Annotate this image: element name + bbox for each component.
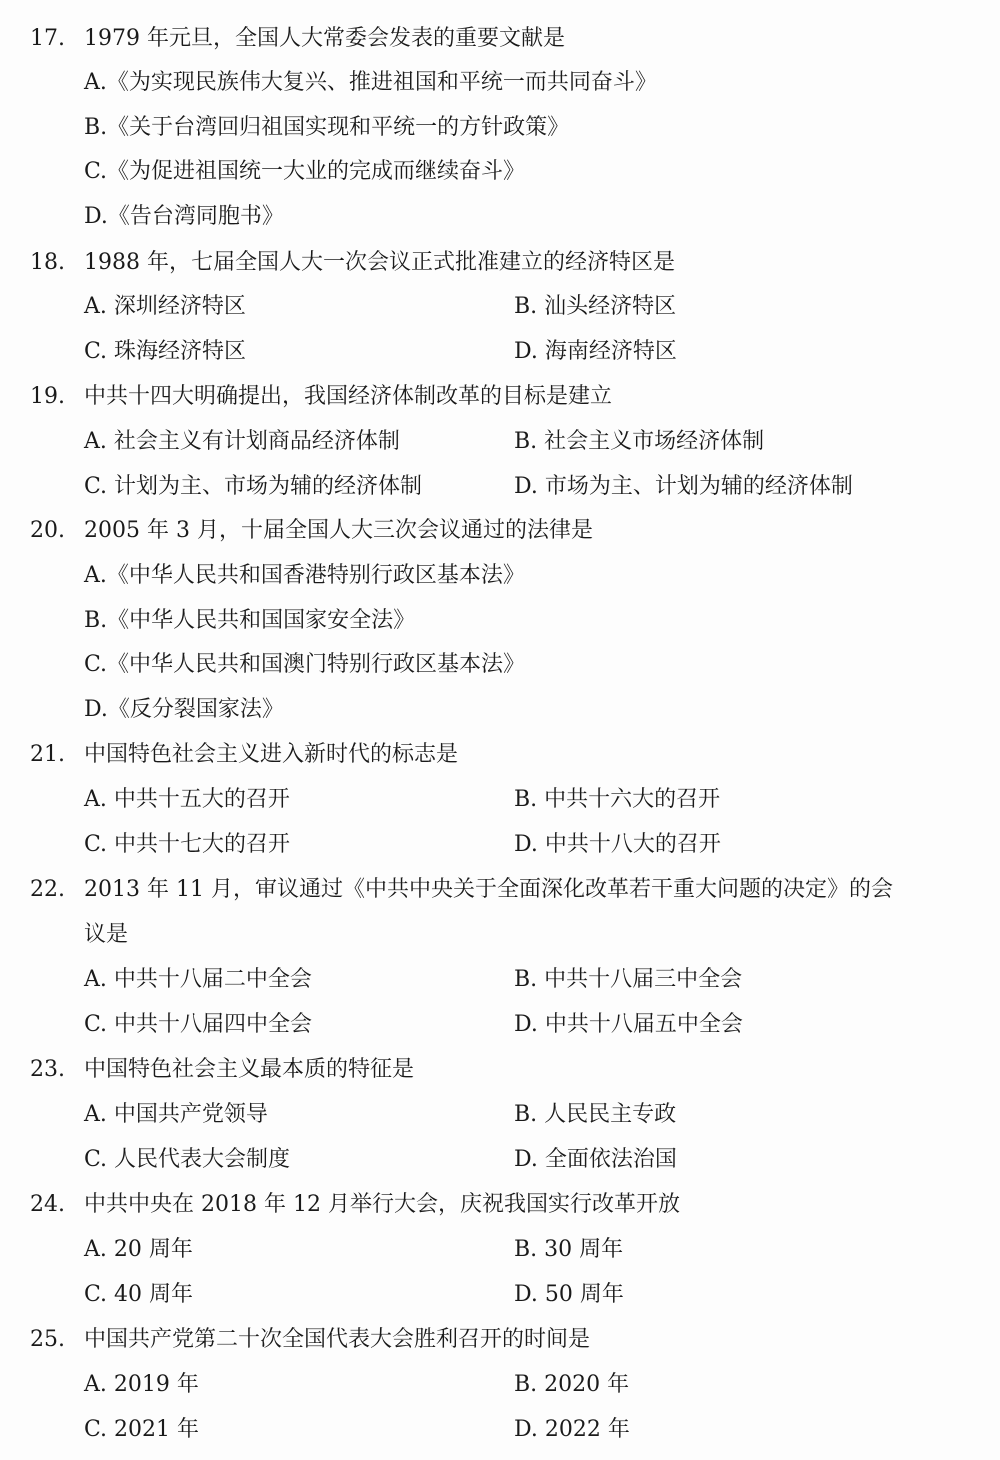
option-d[interactable] bbox=[514, 1415, 630, 1445]
option-text: 《为实现民族伟大复兴、推进祖国和平统一而共同奋斗》 bbox=[106, 70, 657, 95]
option-text: 中共十七大的召开 bbox=[114, 832, 291, 857]
option-label: A. bbox=[84, 563, 107, 588]
option-text: 珠海经济特区 bbox=[114, 339, 247, 364]
question-text: 1979 年元旦，全国人大常委会发表的重要文献是 bbox=[84, 26, 565, 51]
option-label: A. bbox=[84, 1102, 107, 1127]
option-text: 中共十八届二中全会 bbox=[113, 967, 312, 992]
option-text: 全面依法治国 bbox=[544, 1147, 677, 1172]
option-label: A. bbox=[84, 294, 107, 319]
option-label: A. bbox=[84, 1372, 107, 1397]
option-label: D. bbox=[514, 1282, 538, 1307]
question-number: 18. bbox=[30, 250, 65, 275]
option-text: 30 周年 bbox=[544, 1237, 624, 1262]
option-text: 2019 年 bbox=[113, 1372, 199, 1397]
option-text: 中国共产党领导 bbox=[113, 1102, 268, 1127]
option-label: C. bbox=[84, 159, 108, 184]
option-c[interactable] bbox=[84, 1415, 199, 1445]
question-number: 17. bbox=[30, 26, 65, 51]
option-label: C. bbox=[84, 1282, 108, 1307]
option-text: 市场为主、计划为辅的经济体制 bbox=[544, 474, 853, 499]
option-a[interactable] bbox=[84, 1100, 268, 1130]
option-b[interactable] bbox=[514, 1370, 629, 1400]
option-label: D. bbox=[514, 339, 538, 364]
option-text: 2020 年 bbox=[544, 1372, 630, 1397]
option-text: 2021 年 bbox=[114, 1417, 200, 1442]
option-d[interactable] bbox=[514, 472, 853, 502]
option-text: 《中华人民共和国国家安全法》 bbox=[107, 608, 416, 633]
option-b[interactable] bbox=[514, 785, 720, 815]
option-label: B. bbox=[514, 1102, 538, 1127]
option-c[interactable] bbox=[84, 1145, 290, 1175]
option-label: B. bbox=[514, 1372, 538, 1397]
option-text: 中共十八届五中全会 bbox=[544, 1012, 743, 1037]
option-d[interactable] bbox=[84, 695, 284, 725]
option-label: D. bbox=[514, 1012, 538, 1037]
option-a[interactable] bbox=[84, 292, 246, 322]
option-d[interactable] bbox=[514, 337, 677, 367]
option-text: 社会主义有计划商品经济体制 bbox=[113, 429, 400, 454]
question-text: 中国特色社会主义进入新时代的标志是 bbox=[84, 742, 459, 767]
option-label: B. bbox=[514, 429, 538, 454]
option-c[interactable] bbox=[84, 157, 525, 187]
option-d[interactable] bbox=[514, 1010, 743, 1040]
option-label: B. bbox=[84, 608, 108, 633]
question-number: 21. bbox=[30, 742, 65, 767]
option-d[interactable] bbox=[514, 830, 721, 860]
option-a[interactable] bbox=[84, 68, 657, 98]
option-label: B. bbox=[514, 787, 538, 812]
question-text: 中共中央在 2018 年 12 月举行大会，庆祝我国实行改革开放 bbox=[84, 1192, 680, 1217]
option-label: D. bbox=[514, 474, 538, 499]
option-label: A. bbox=[84, 70, 107, 95]
option-text: 汕头经济特区 bbox=[544, 294, 677, 319]
option-label: C. bbox=[84, 474, 108, 499]
option-text: 中共十八届三中全会 bbox=[544, 967, 743, 992]
question-text: 1988 年，七届全国人大一次会议正式批准建立的经济特区是 bbox=[84, 250, 675, 275]
option-b[interactable] bbox=[514, 965, 742, 995]
option-label: B. bbox=[514, 294, 538, 319]
option-text: 40 周年 bbox=[114, 1282, 194, 1307]
option-text: 中共十八届四中全会 bbox=[114, 1012, 313, 1037]
option-d[interactable] bbox=[514, 1280, 624, 1310]
option-label: B. bbox=[514, 967, 538, 992]
option-label: C. bbox=[84, 1417, 108, 1442]
option-text: 2022 年 bbox=[544, 1417, 630, 1442]
option-text: 50 周年 bbox=[544, 1282, 624, 1307]
question-text: 2005 年 3 月，十届全国人大三次会议通过的法律是 bbox=[84, 518, 593, 543]
option-c[interactable] bbox=[84, 1280, 193, 1310]
option-text: 人民民主专政 bbox=[544, 1102, 677, 1127]
option-label: A. bbox=[84, 1237, 107, 1262]
option-text: 中共十五大的召开 bbox=[113, 787, 290, 812]
option-d[interactable] bbox=[514, 1145, 677, 1175]
option-text: 20 周年 bbox=[113, 1237, 193, 1262]
option-b[interactable] bbox=[514, 292, 676, 322]
option-label: D. bbox=[514, 1417, 538, 1442]
question-number: 22. bbox=[30, 877, 65, 902]
option-text: 《为促进祖国统一大业的完成而继续奋斗》 bbox=[107, 159, 526, 184]
option-text: 深圳经济特区 bbox=[113, 294, 246, 319]
option-label: B. bbox=[84, 115, 108, 140]
option-a[interactable] bbox=[84, 965, 312, 995]
option-label: C. bbox=[84, 339, 108, 364]
option-d[interactable] bbox=[84, 202, 284, 232]
question-stem-continuation: 议是 bbox=[84, 922, 129, 947]
option-c[interactable] bbox=[84, 650, 525, 680]
option-label: D. bbox=[514, 1147, 538, 1172]
option-text: 中共十八大的召开 bbox=[544, 832, 721, 857]
option-label: C. bbox=[84, 652, 108, 677]
option-c[interactable] bbox=[84, 830, 290, 860]
option-c[interactable] bbox=[84, 472, 422, 502]
question-text: 2013 年 11 月，审议通过《中共中央关于全面深化改革若干重大问题的决定》的会 bbox=[84, 877, 893, 902]
option-c[interactable] bbox=[84, 337, 246, 367]
option-label: C. bbox=[84, 832, 108, 857]
question-number: 20. bbox=[30, 518, 65, 543]
option-label: C. bbox=[84, 1147, 108, 1172]
option-a[interactable] bbox=[84, 785, 290, 815]
option-label: C. bbox=[84, 1012, 108, 1037]
option-b[interactable] bbox=[84, 113, 569, 143]
option-label: A. bbox=[84, 967, 107, 992]
option-label: D. bbox=[84, 204, 108, 229]
option-text: 计划为主、市场为辅的经济体制 bbox=[114, 474, 423, 499]
option-text: 《告台湾同胞书》 bbox=[107, 204, 284, 229]
option-label: B. bbox=[514, 1237, 538, 1262]
option-c[interactable] bbox=[84, 1010, 312, 1040]
option-a[interactable] bbox=[84, 1370, 199, 1400]
option-b[interactable] bbox=[84, 606, 415, 636]
option-text: 《中华人民共和国澳门特别行政区基本法》 bbox=[107, 652, 526, 677]
question-number: 25. bbox=[30, 1327, 65, 1352]
option-a[interactable] bbox=[84, 561, 525, 591]
question-number: 24. bbox=[30, 1192, 65, 1217]
question-text: 中国特色社会主义最本质的特征是 bbox=[84, 1057, 415, 1082]
option-a[interactable] bbox=[84, 427, 400, 457]
option-text: 人民代表大会制度 bbox=[114, 1147, 291, 1172]
option-b[interactable] bbox=[514, 1100, 676, 1130]
option-text: 《关于台湾回归祖国实现和平统一的方针政策》 bbox=[107, 115, 570, 140]
option-text: 社会主义市场经济体制 bbox=[544, 429, 765, 454]
option-b[interactable] bbox=[514, 1235, 623, 1265]
option-text: 《中华人民共和国香港特别行政区基本法》 bbox=[106, 563, 525, 588]
option-text: 海南经济特区 bbox=[544, 339, 677, 364]
option-a[interactable] bbox=[84, 1235, 193, 1265]
question-text: 中国共产党第二十次全国代表大会胜利召开的时间是 bbox=[84, 1327, 591, 1352]
option-label: A. bbox=[84, 429, 107, 454]
question-number: 19. bbox=[30, 384, 65, 409]
option-label: A. bbox=[84, 787, 107, 812]
option-label: D. bbox=[84, 697, 108, 722]
option-text: 《反分裂国家法》 bbox=[107, 697, 284, 722]
option-text: 中共十六大的召开 bbox=[544, 787, 721, 812]
question-text: 中共十四大明确提出，我国经济体制改革的目标是建立 bbox=[84, 384, 613, 409]
question-number: 23. bbox=[30, 1057, 65, 1082]
option-label: D. bbox=[514, 832, 538, 857]
option-b[interactable] bbox=[514, 427, 764, 457]
